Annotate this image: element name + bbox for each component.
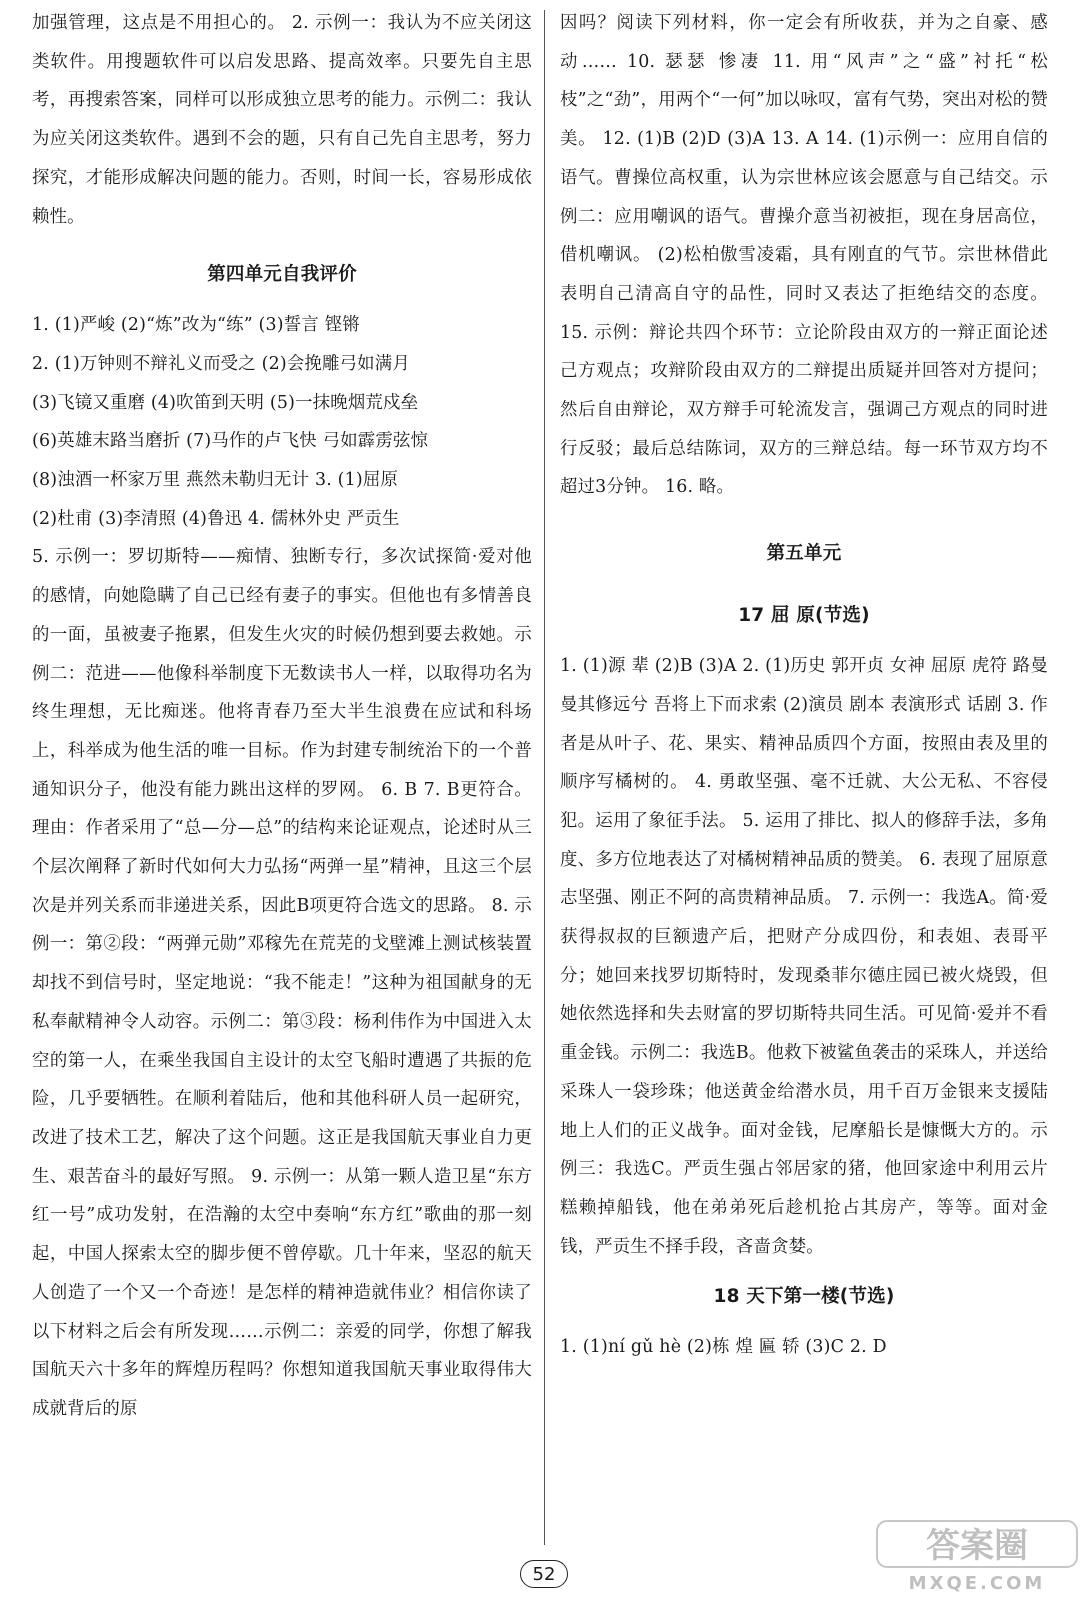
lesson-18-heading: 18 天下第一楼(节选) <box>713 1286 895 1308</box>
column-divider <box>544 10 545 1545</box>
section-heading-unit4-review: 第四单元自我评价 <box>207 264 357 286</box>
watermark-logo <box>875 1515 1080 1595</box>
answer-line-5: (8)浊酒一杯家万里 燕然未勒归无计 3. (1)屈原 <box>32 470 399 491</box>
lesson-18-answers: 1. (1)ní gǔ hè (2)栋 煌 匾 轿 (3)C 2. D <box>560 1337 887 1358</box>
answer-block-10-16: 因吗？阅读下列材料，你一定会有所收获，并为之自豪、感动…… 10. 瑟瑟 惨凄 11. 用“风声”之“盛”衬托“松枝”之“劲”，用两个“一何”加以咏叹，富有气势，突出对松的赞美。 12. (1)B (2)D (3)A 13. A 14. (1)示例一：应用自信的语气。曹操位高权重，认为宗世林应该会愿意与自己结交。示例二：应用嘲讽的语气。曹操介意当初被拒，现在身居高位，借机嘲讽。 (2)松柏傲雪凌霜，具有刚直的气节。宗世林借此表明自己清高自守的品性，同时又表达了拒绝结交的态度。 15. 示例：辩论共四个环节：立论阶段由双方的一辩正面论述己方观点；攻辩阶段由双方的二辩提出质疑并回答对方提问；然后自由辩论，双方辩手可轮流发言，强调己方观点的同时进行反驳；最后总结陈词，双方的三辩总结。每一环节双方均不超过3分钟。 16. 略。 <box>560 13 1048 498</box>
unit-heading: 第五单元 <box>766 543 842 565</box>
right-column <box>560 4 1048 1367</box>
lesson-17-answers: 1. (1)源 辈 (2)B (3)A 2. (1)历史 郭开贞 女神 屈原 虎符 路曼曼其修远兮 吾将上下而求索 (2)演员 剧本 表演形式 话剧 3. 作者是从叶子、花、果实、精神品质四个方面，按照由表及里的顺序写橘树的。 4. 勇敢坚强、毫不迁就、大公无私、不容侵犯。运用了象征手法。 5. 运用了排比、拟人的修辞手法，多角度、多方位地表达了对橘树精神品质的赞美。 6. 表现了屈原意志坚强、刚正不阿的高贵精神品质。 7. 示例一：我选A。简·爱获得叔叔的巨额遗产后，把财产分成四份，和表姐、表哥平分；她回来找罗切斯特时，发现桑菲尔德庄园已被火烧毁，但她依然选择和失去财富的罗切斯特共同生活。可见简·爱并不看重金钱。示例二：我选B。他救下被鲨鱼袭击的采珠人，并送给采珠人一袋珍珠；他送黄金给潜水员，用千百万金银来支援陆地上人们的正义战争。面对金钱，尼摩船长是慷慨大方的。示例三：我选C。严贡生强占邻居家的猪，他回家途中利用云片糕赖掉船钱，他在弟弟死后趁机抢占其房产，等等。面对金钱，严贡生不择手段，吝啬贪婪。 <box>560 656 1048 1257</box>
lesson-17-heading: 17 屈 原(节选) <box>738 605 870 627</box>
watermark-title: 答案圈 <box>926 1526 1028 1566</box>
left-column <box>32 4 532 1429</box>
watermark-site: MXQE.COM <box>908 1573 1046 1594</box>
answer-block-5-9: 5. 示例一：罗切斯特——痴情、独断专行，多次试探简·爱对他的感情，向她隐瞒了自己已经有妻子的事实。但他也有多情善良的一面，虽被妻子拖累，但发生火灾的时候仍想到要去救她。示例二：范进——他像科举制度下无数读书人一样，以取得功名为终生理想，无比痴迷。他将青春乃至大半生浪费在应试和科场上，科举成为他生活的唯一目标。作为封建专制统治下的一个普通知识分子，他没有能力跳出这样的罗网。 6. B 7. B更符合。理由：作者采用了“总—分—总”的结构来论证观点，论述时从三个层次阐释了新时代如何大力弘扬“两弹一星”精神，且这三个层次是并列关系而非递进关系，因此B项更符合选文的思路。 8. 示例一：第②段：“两弹元勋”邓稼先在荒芜的戈壁滩上测试核装置却找不到信号时，坚定地说：“我不能走！”这种为祖国献身的无私奉献精神令人动容。示例二：第③段：杨利伟作为中国进入太空的第一人，在乘坐我国自主设计的太空飞船时遭遇了共振的危险，几乎要牺牲。在顺利着陆后，他和其他科研人员一起研究，改进了技术工艺，解决了这个问题。这正是我国航天事业自力更生、艰苦奋斗的最好写照。 9. 示例一：从第一颗人造卫星“东方红一号”成功发射，在浩瀚的太空中奏响“东方红”歌曲的那一刻起，中国人探索太空的脚步便不曾停歇。几十年来，坚忍的航天人创造了一个又一个奇迹！是怎样的精神造就伟业？相信你读了以下材料之后会有所发现……示例二：亲爱的同学，你想了解我国航天六十多年的辉煌历程吗？你想知道我国航天事业取得伟大成就背后的原 <box>32 547 532 1419</box>
answer-line-6: (2)杜甫 (3)李清照 (4)鲁迅 4. 儒林外史 严贡生 <box>32 508 400 529</box>
answer-block-unit4-end: 加强管理，这点是不用担心的。 2. 示例一：我认为不应关闭这类软件。用搜题软件可以启发思路、提高效率。只要先自主思考，再搜索答案，同样可以形成独立思考的能力。示例二：我认为应关闭这类软件。遇到不会的题，只有自己先自主思考，努力探究，才能形成解决问题的能力。否则，时间一长，容易形成依赖性。 <box>32 13 532 227</box>
page-number: 52 <box>520 1560 568 1588</box>
answer-line-4: (6)英雄末路当磨折 (7)马作的卢飞快 弓如霹雳弦惊 <box>32 431 429 452</box>
answer-line-1: 1. (1)严峻 (2)“炼”改为“练” (3)誓言 铿锵 <box>32 315 360 336</box>
answer-line-2: 2. (1)万钟则不辩礼义而受之 (2)会挽雕弓如满月 <box>32 353 410 374</box>
answer-line-3: (3)飞镜又重磨 (4)吹笛到天明 (5)一抹晚烟荒戍垒 <box>32 392 419 413</box>
